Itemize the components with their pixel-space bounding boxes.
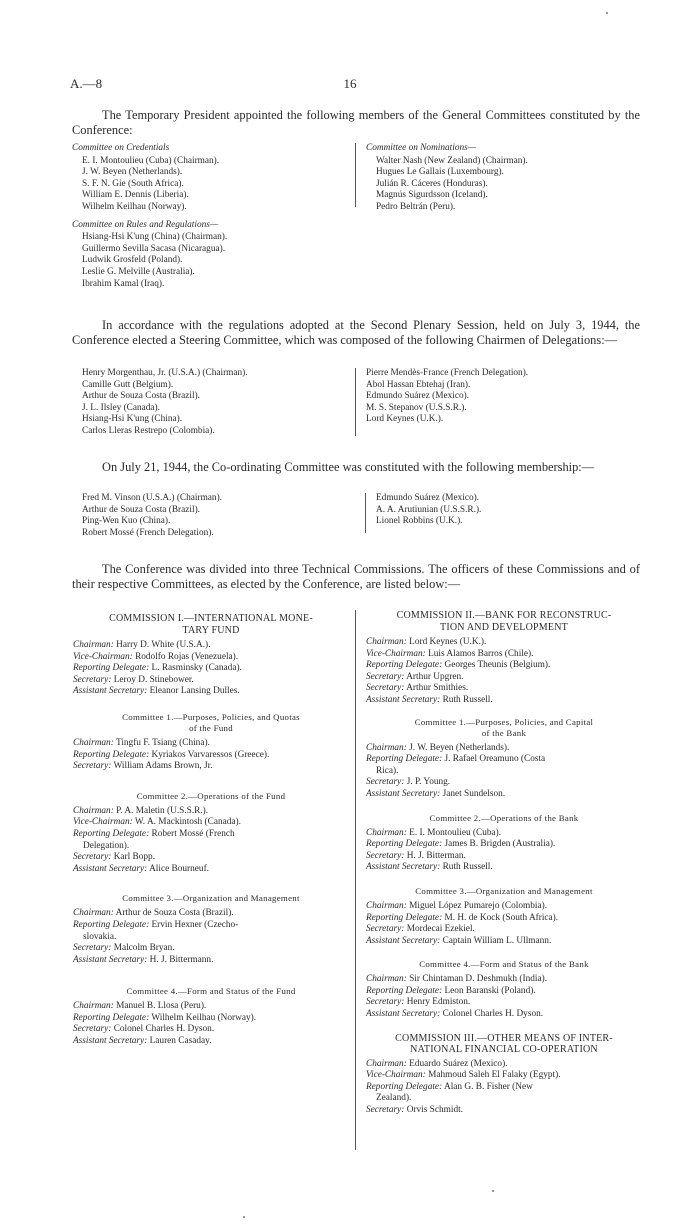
list-item: M. S. Stepanov (U.S.S.R.). <box>366 402 467 413</box>
officer-name: J. P. Young. <box>406 777 451 788</box>
officer-role: Reporting Delegate: <box>366 912 443 923</box>
officer-row <box>73 955 349 967</box>
officer-role: Reporting Delegate: <box>366 1081 443 1092</box>
officer-name: Leon Baranski (Poland). <box>444 985 536 996</box>
officer-name: P. A. Maletin (U.S.S.R.). <box>116 805 209 816</box>
officer-name: Colonel Charles H. Dyson. <box>442 1009 544 1020</box>
officer-name: Lord Keynes (U.K.). <box>409 637 487 647</box>
paragraph-general-committees: The Temporary President appointed the following members of the General Committees constituted by the Conference: <box>72 108 640 137</box>
list-item: Walter Nash (New Zealand) (Chairman). <box>376 155 528 166</box>
officer-role: Chairman: <box>366 742 407 753</box>
committee-nominations <box>366 143 636 214</box>
paragraph-steering-committee: In accordance with the regulations adopted at the Second Plenary Session, held on July 3, 1944, the Conference elected a Steering Committee, which was composed of the following Chairmen of Delegations:— <box>72 318 640 347</box>
officer-row <box>366 1009 642 1021</box>
officer-row <box>366 1082 642 1094</box>
officer-name: Miguel López Pumarejo (Colombia). <box>409 900 548 911</box>
committee-heading: Committee 3.—Organization and Management <box>122 893 300 904</box>
list-item: Abol Hassan Ebtehaj (Iran). <box>366 379 471 390</box>
commission-ii-committee-2 <box>366 813 642 874</box>
committee-heading: Committee 4.—Form and Status of the Bank <box>419 959 589 970</box>
officer-role: Chairman: <box>73 805 114 816</box>
officer-role: Assistant Secretary: <box>366 694 441 705</box>
officer-name: Manuel B. Llosa (Peru). <box>116 1001 207 1012</box>
officer-role: Secretary: <box>73 852 112 863</box>
steering-right-list <box>355 368 636 436</box>
officer-row <box>73 864 349 876</box>
officer-role: Chairman: <box>366 900 407 911</box>
officer-name: Tingfu F. Tsiang (China). <box>115 737 210 748</box>
committee-heading: Committee 2.—Operations of the Bank <box>429 812 579 823</box>
paragraph-coordinating-committee: On July 21, 1944, the Co-ordinating Committee was constituted with the following membership:— <box>102 460 595 474</box>
officer-row <box>73 761 349 773</box>
commission-i-committee-4 <box>73 986 349 1047</box>
officer-row <box>366 986 642 998</box>
committee-heading: Committee 3.—Organization and Management <box>415 885 593 896</box>
list-item: Carlos Lleras Restrepo (Colombia). <box>82 425 215 436</box>
officer-role: Chairman: <box>73 1001 114 1012</box>
officer-role: Reporting Delegate: <box>366 985 443 996</box>
list-item: S. F. N. Gie (South Africa). <box>82 178 184 189</box>
list-item: Magnús Sigurdsson (Iceland). <box>376 190 488 201</box>
officer-list <box>73 738 349 773</box>
officer-row <box>73 663 349 675</box>
officer-row <box>73 675 349 687</box>
officer-name: W. A. Mackintosh (Canada). <box>134 817 241 828</box>
officer-role: Assistant Secretary: <box>366 1009 441 1020</box>
officer-row <box>366 913 642 925</box>
committee-heading: Committee 2.—Operations of the Fund <box>136 790 286 801</box>
officer-name: H. J. Bittermann. <box>149 954 214 965</box>
officer-name: Sir Chintaman D. Deshmukh (India). <box>409 974 548 985</box>
scan-speck <box>492 1190 494 1192</box>
officer-row <box>366 997 642 1009</box>
officer-row <box>73 1036 349 1048</box>
list-item: Fred M. Vinson (U.S.A.) (Chairman). <box>82 493 223 503</box>
commission-i-committee-2 <box>73 791 349 876</box>
officer-row <box>366 789 642 801</box>
list-item: Edmundo Suárez (Mexico). <box>366 391 470 402</box>
list-item: Lord Keynes (U.K.). <box>366 414 444 425</box>
list-item: Hsiang-Hsi K'ung (China) (Chairman). <box>82 232 228 243</box>
officer-row <box>73 920 349 932</box>
officer-role: Reporting Delegate: <box>73 919 150 930</box>
officer-row <box>73 738 349 750</box>
committees-right-column <box>355 143 636 212</box>
officer-role: Assistant Secretary: <box>366 935 441 946</box>
officer-role: Chairman: <box>73 908 114 919</box>
officer-role: Reporting Delegate: <box>366 754 443 765</box>
list-item: Hsiang-Hsi K'ung (China). <box>82 414 183 425</box>
officer-name: Leroy D. Stinebower. <box>113 674 194 685</box>
list-item: A. A. Arutiunian (U.S.S.R.). <box>376 504 482 515</box>
officer-name: Mahmoud Saleh El Falaky (Egypt). <box>428 1070 561 1081</box>
officer-name: Harry D. White (U.S.A.). <box>116 640 211 650</box>
officer-role: Secretary: <box>73 1024 112 1035</box>
commission-ii-committee-4 <box>366 959 642 1020</box>
officer-name: M. H. de Kock (South Africa). <box>444 912 559 923</box>
officer-list <box>366 901 642 947</box>
commission-ii <box>366 610 642 707</box>
officer-name-continued: Rica). <box>376 765 399 776</box>
list-item: Camille Gutt (Belgium). <box>82 379 174 390</box>
list-item: Henry Morgenthau, Jr. (U.S.A.) (Chairman). <box>82 368 248 378</box>
officer-role: Secretary: <box>73 943 112 954</box>
officer-name-continued: Zealand). <box>376 1093 412 1104</box>
officer-name: E. I. Montoulieu (Cuba). <box>409 827 502 838</box>
commission-heading-cont: TARY FUND <box>182 624 240 636</box>
list-item: Pedro Beltrán (Peru). <box>376 201 456 212</box>
officer-row <box>366 672 642 684</box>
list-item: Guillermo Sevilla Sacasa (Nicaragua). <box>82 243 226 254</box>
list-item: E. I. Montoulieu (Cuba) (Chairman). <box>82 155 220 166</box>
officer-name: Rodolfo Rojas (Venezuela). <box>135 651 239 662</box>
officer-list <box>73 640 349 698</box>
member-list <box>72 232 342 290</box>
officer-row <box>73 852 349 864</box>
commission-heading: COMMISSION II.—BANK FOR RECONSTRUC- <box>396 610 612 621</box>
officer-role: Secretary: <box>73 761 112 772</box>
officer-row <box>366 936 642 948</box>
officer-role: Assistant Secretary: <box>73 1036 148 1047</box>
officer-name: Karl Bopp. <box>113 852 156 863</box>
committee-caption: Committee on Rules and Regulations— <box>72 219 219 230</box>
officer-role: Chairman: <box>73 640 114 650</box>
officer-list <box>73 806 349 876</box>
list-item: Arthur de Souza Costa (Brazil). <box>82 391 200 402</box>
list-item: Edmundo Suárez (Mexico). <box>376 493 480 503</box>
committee-caption: Committee on Nominations— <box>366 143 477 153</box>
officer-name: Wilhelm Keilhau (Norway). <box>151 1012 257 1023</box>
officer-role: Chairman: <box>366 1058 407 1069</box>
commission-heading: COMMISSION III.—OTHER MEANS OF INTER- <box>395 1032 613 1044</box>
page-number: 16 <box>343 76 357 91</box>
officer-name: Ruth Russell. <box>442 694 493 705</box>
officer-role: Reporting Delegate: <box>73 749 150 760</box>
officer-role: Assistant Secretary: <box>73 863 148 874</box>
officer-row <box>366 862 642 874</box>
list-item: J. W. Beyen (Netherlands). <box>82 167 183 178</box>
officer-name: Alan G. B. Fisher (New <box>443 1081 533 1092</box>
scan-speck <box>243 1216 245 1218</box>
officer-role: Chairman: <box>366 637 407 647</box>
officer-row <box>73 750 349 762</box>
list-item: Leslie G. Melville (Australia). <box>82 266 195 277</box>
officer-name: Captain William L. Ullmann. <box>442 935 552 946</box>
officer-name: Arthur Smithies. <box>406 683 469 694</box>
officer-row <box>366 924 642 936</box>
steering-left-list <box>82 368 342 438</box>
officer-name: Colonel Charles H. Dyson. <box>113 1024 215 1035</box>
officer-role: Secretary: <box>366 997 405 1008</box>
officer-role: Assistant Secretary: <box>73 686 148 697</box>
list-item: Hugues Le Gallais (Luxembourg). <box>376 167 504 178</box>
scan-speck <box>606 12 608 14</box>
officer-role: Chairman: <box>366 827 407 838</box>
commission-ii-iii-column <box>355 610 642 1150</box>
list-item: Ibrahim Kamal (Iraq). <box>82 278 165 289</box>
committee-heading: Committee 1.—Purposes, Policies, and Quotas <box>122 711 300 722</box>
officer-row <box>366 637 642 649</box>
list-item: Lionel Robbins (U.K.). <box>376 516 463 527</box>
officer-row <box>73 1013 349 1025</box>
officer-list <box>366 974 642 1020</box>
officer-row <box>73 908 349 920</box>
officer-row <box>366 683 642 695</box>
officer-list <box>73 1001 349 1047</box>
committee-heading: Committee 1.—Purposes, Policies, and Capital <box>414 716 594 727</box>
officer-name: Lauren Casaday. <box>149 1036 212 1047</box>
officer-row <box>366 754 642 766</box>
officer-name: Eduardo Suárez (Mexico). <box>409 1058 508 1069</box>
committee-caption: Committee on Credentials <box>72 143 170 153</box>
officer-role: Assistant Secretary: <box>366 788 441 799</box>
officer-role: Secretary: <box>73 674 112 685</box>
officer-name: Ruth Russell. <box>442 862 493 873</box>
officer-name: Henry Edmiston. <box>406 997 471 1008</box>
officer-role: Reporting Delegate: <box>73 828 150 839</box>
officer-row <box>366 974 642 986</box>
officer-role: Chairman: <box>366 974 407 985</box>
officer-name: J. Rafael Oreamuno (Costa <box>444 754 546 765</box>
officer-row <box>73 806 349 818</box>
officer-role: Secretary: <box>366 924 405 935</box>
officer-name-continued: slovakia. <box>83 931 117 942</box>
officer-row <box>366 1070 642 1082</box>
officer-row <box>73 1001 349 1013</box>
officer-row <box>73 829 349 841</box>
officer-row <box>73 1024 349 1036</box>
officer-role: Secretary: <box>366 1105 405 1116</box>
officer-role: Reporting Delegate: <box>73 1012 150 1023</box>
officer-role: Assistant Secretary: <box>366 862 441 873</box>
officer-name: Mordecai Ezekiel. <box>406 924 475 935</box>
officer-name: Alice Bourneuf. <box>149 863 209 874</box>
officer-name: William Adams Brown, Jr. <box>113 761 213 772</box>
commission-i <box>73 613 349 698</box>
officer-role: Chairman: <box>73 737 114 748</box>
officer-row <box>366 660 642 672</box>
officer-name: Arthur de Souza Costa (Brazil). <box>115 908 234 919</box>
commission-ii-committee-3 <box>366 886 642 947</box>
officer-row <box>73 817 349 829</box>
list-item: Julián R. Cáceres (Honduras). <box>376 178 488 189</box>
list-item: Wilhelm Keilhau (Norway). <box>82 201 187 212</box>
commission-heading-cont: TION AND DEVELOPMENT <box>440 621 568 633</box>
officer-row <box>366 649 642 661</box>
list-item: Pierre Mendès-France (French Delegation). <box>366 368 529 378</box>
committee-heading-cont: of the Fund <box>189 722 233 733</box>
officer-list <box>366 828 642 874</box>
officer-role: Secretary: <box>366 777 405 788</box>
officer-name: Malcolm Bryan. <box>113 943 175 954</box>
officer-row <box>73 652 349 664</box>
officer-role: Assistant Secretary: <box>73 954 148 965</box>
commission-iii <box>366 1033 642 1117</box>
officer-name: Eleanor Lansing Dulles. <box>149 686 240 697</box>
officer-row <box>366 777 642 789</box>
officer-role: Secretary: <box>366 683 405 694</box>
list-item: Ludwik Grosfeld (Poland). <box>82 255 183 266</box>
officer-role: Reporting Delegate: <box>366 660 443 671</box>
commission-i-committee-1 <box>73 712 349 773</box>
officer-row <box>366 828 642 840</box>
officer-name: Georges Theunis (Belgium). <box>444 660 551 671</box>
member-list <box>366 156 636 214</box>
list-item: J. L. Ilsley (Canada). <box>82 402 160 413</box>
commission-heading-cont: NATIONAL FINANCIAL CO-OPERATION <box>410 1044 598 1056</box>
document-reference: A.—8 <box>70 76 103 91</box>
officer-role: Vice-Chairman: <box>73 651 133 662</box>
officer-row <box>366 1059 642 1071</box>
committee-credentials <box>72 143 342 214</box>
officer-role: Reporting Delegate: <box>73 663 150 674</box>
officer-name: J. W. Beyen (Netherlands). <box>409 742 510 753</box>
officer-role: Secretary: <box>366 671 405 682</box>
officer-list <box>366 637 642 707</box>
committee-heading-cont: of the Bank <box>481 727 527 738</box>
commission-i-committee-3 <box>73 893 349 966</box>
officer-list <box>73 908 349 966</box>
officer-row <box>73 943 349 955</box>
commission-i-column <box>73 613 349 1056</box>
officer-name: Ervin Hexner (Czecho- <box>151 919 239 930</box>
list-item: Arthur de Souza Costa (Brazil). <box>82 504 200 515</box>
coordinating-left-list <box>82 493 342 539</box>
officer-name-continued: Delegation). <box>83 840 130 851</box>
list-item: William E. Dennis (Liberia). <box>82 190 189 201</box>
officer-role: Vice-Chairman: <box>366 648 426 659</box>
officer-name: L. Rasminsky (Canada). <box>151 663 242 674</box>
officer-name: Kyriakos Varvaressos (Greece). <box>151 749 270 760</box>
committee-rules <box>72 220 342 291</box>
officer-row <box>73 640 349 652</box>
list-item: Robert Mossé (French Delegation). <box>82 527 214 538</box>
officer-name: Robert Mossé (French <box>151 828 235 839</box>
committees-left-column <box>72 143 342 296</box>
officer-role: Secretary: <box>366 850 405 861</box>
officer-role: Vice-Chairman: <box>73 817 133 828</box>
officer-role: Vice-Chairman: <box>366 1070 426 1081</box>
officer-name: Janet Sundelson. <box>442 788 506 799</box>
officer-row <box>366 695 642 707</box>
officer-name: Luis Alamos Barros (Chile). <box>428 648 534 659</box>
commission-heading: COMMISSION I.—INTERNATIONAL MONE- <box>109 613 313 624</box>
officer-name: Arthur Upgren. <box>406 671 464 682</box>
officer-list <box>366 743 642 801</box>
coordinating-right-list <box>365 493 636 533</box>
member-list <box>72 156 342 214</box>
list-item: Ping-Wen Kuo (China). <box>82 516 171 527</box>
officer-name: H. J. Bitterman. <box>406 850 466 861</box>
paragraph-technical-commissions: The Conference was divided into three Technical Commissions. The officers of these Commissions and of their respective Committees, as elected by the Conference, are listed below:— <box>72 562 640 591</box>
officer-name: Orvis Schmidt. <box>406 1105 464 1116</box>
officer-role: Reporting Delegate: <box>366 839 443 850</box>
officer-row <box>366 901 642 913</box>
commission-ii-committee-1 <box>366 717 642 801</box>
officer-row <box>366 743 642 755</box>
officer-name: James B. Brigden (Australia). <box>444 839 556 850</box>
officer-row <box>366 851 642 863</box>
officer-row <box>366 1105 642 1117</box>
officer-list <box>366 1059 642 1117</box>
committee-heading: Committee 4.—Form and Status of the Fund <box>126 986 296 997</box>
officer-row <box>73 686 349 698</box>
officer-row <box>366 839 642 851</box>
